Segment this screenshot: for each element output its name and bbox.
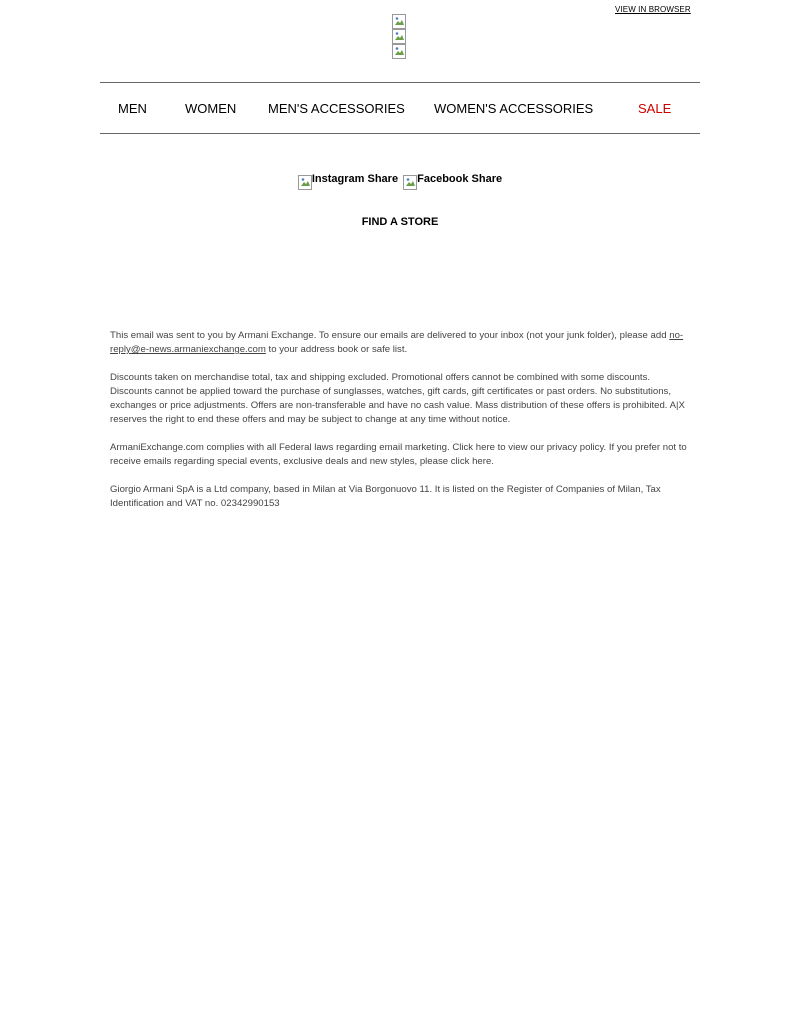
footer-paragraph-discounts: Discounts taken on merchandise total, tax and shipping excluded. Promotional offers cannot be combined with some discounts. Discounts cannot be applied toward the purchase of sunglasses, watches, gift cards, gift certificates or past orders. No substitutions, exchanges or price adjustments. Offers are non-transferable and have no cash value. Mass distribution of these offers is prohibited. A|X reserves the right to end these offers and may be subject to change at any time without notice. bbox=[110, 372, 685, 425]
footer-sender-text-end: to your address book or safe list. bbox=[265, 344, 408, 355]
footer-paragraph-privacy: ArmaniExchange.com complies with all Federal laws regarding email marketing. Click here to view our privacy policy. If you prefer not to receive emails regarding special events, exclusive deals and new styles, please click here. bbox=[110, 442, 687, 467]
instagram-share-label: Instagram Share bbox=[311, 173, 399, 185]
footer-paragraph-company: Giorgio Armani SpA is a Ltd company, based in Milan at Via Borgonuovo 11. It is listed on the Register of Companies of Milan, Tax Identification and VAT no. 02342990153 bbox=[110, 484, 661, 509]
nav-item-women[interactable]: WOMEN bbox=[185, 101, 237, 116]
social-share-row bbox=[0, 172, 800, 193]
broken-image-icon[interactable] bbox=[392, 44, 406, 59]
nav-item-sale[interactable]: SALE bbox=[638, 101, 672, 116]
instagram-icon bbox=[298, 175, 312, 190]
nav-item-mens-accessories[interactable]: MEN'S ACCESSORIES bbox=[268, 101, 405, 116]
logo-image-stack bbox=[392, 14, 408, 59]
nav-item-men[interactable]: MEN bbox=[118, 101, 147, 116]
facebook-icon bbox=[403, 175, 417, 190]
view-in-browser-link[interactable]: VIEW IN BROWSER bbox=[615, 5, 691, 14]
category-nav bbox=[100, 82, 700, 134]
footer-sender-text: This email was sent to you by Armani Exchange. To ensure our emails are delivered to your inbox (not your junk folder), please add bbox=[110, 330, 670, 341]
nav-item-womens-accessories[interactable]: WOMEN'S ACCESSORIES bbox=[434, 101, 594, 116]
broken-image-icon[interactable] bbox=[392, 14, 406, 29]
sender-email-link[interactable]: no-reply@e-news.armaniexchange.com bbox=[110, 330, 684, 355]
footer-paragraph-sender bbox=[110, 329, 690, 357]
instagram-share-link[interactable] bbox=[298, 172, 398, 190]
legal-footer bbox=[110, 329, 690, 525]
facebook-share-label: Facebook Share bbox=[417, 173, 503, 185]
broken-image-icon[interactable] bbox=[392, 29, 406, 44]
facebook-share-link[interactable] bbox=[403, 172, 502, 190]
find-a-store-link[interactable]: FIND A STORE bbox=[361, 216, 439, 228]
